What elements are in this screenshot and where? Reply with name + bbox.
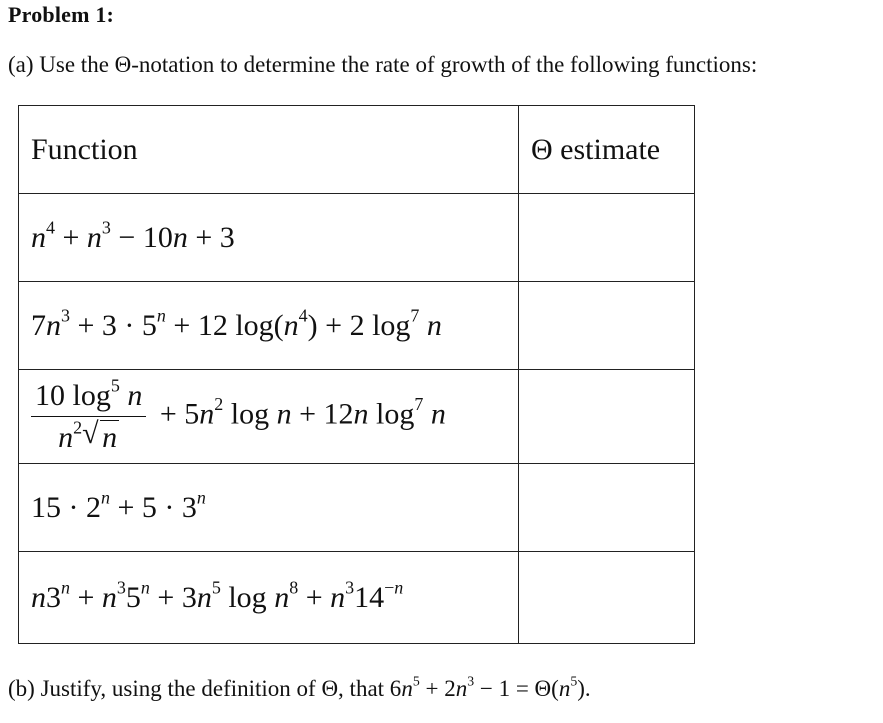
function-cell-3: 10 $\log^5 n$ $n^2$ √ n + $5n^2$ log n + 12n $\log^7 n$ xyxy=(19,370,519,464)
estimate-cell-5[interactable] xyxy=(519,552,695,644)
header-theta-estimate: Θ estimate xyxy=(519,106,695,194)
table-row xyxy=(19,282,695,370)
estimate-cell-2[interactable] xyxy=(519,282,695,370)
table-header-row xyxy=(19,106,695,194)
table-row xyxy=(19,552,695,644)
part-a-label: (a) xyxy=(8,52,34,77)
function-cell-4: $15 \cdot 2^n + 5 \cdot 3^n$ xyxy=(19,464,519,552)
fraction: 10 $\log^5 n$ $n^2$ √ n xyxy=(31,379,146,454)
estimate-cell-4[interactable] xyxy=(519,464,695,552)
estimate-cell-3[interactable] xyxy=(519,370,695,464)
growth-table xyxy=(18,105,695,644)
function-cell-2: $7n^3 + 3 \cdot 5^n + 12$ $\log(n^4) + 2$ $\log^7 n$ xyxy=(19,282,519,370)
part-a-prompt: (a) Use the Θ-notation to determine the rate of growth of the following functions: xyxy=(8,52,758,77)
function-cell-5: $n3^n + n^35^n + 3n^5$ $\log n^8 + n^314^{-n}$ xyxy=(19,552,519,644)
part-b-prompt: (b) Justify, using the definition of Θ, that $6n^5 + 2n^3 - 1 = \Theta(n^5)$. xyxy=(8,673,591,701)
function-cell-1: $n^4 + n^3 - 10n + 3$ xyxy=(19,194,519,282)
part-b-label: (b) xyxy=(8,676,35,701)
table-row xyxy=(19,194,695,282)
table-row xyxy=(19,370,695,464)
estimate-cell-1[interactable] xyxy=(519,194,695,282)
header-function: Function xyxy=(19,106,519,194)
table-row xyxy=(19,464,695,552)
problem-title: Problem 1: xyxy=(8,2,115,27)
